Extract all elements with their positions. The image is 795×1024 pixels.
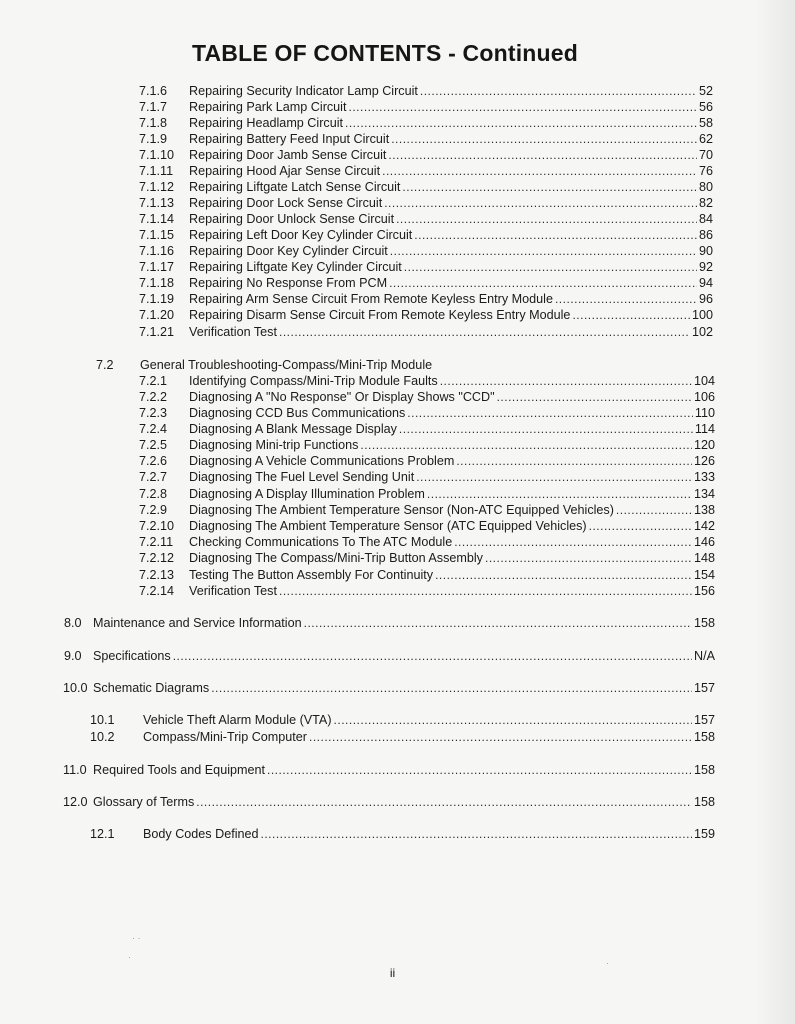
toc-label: Repairing Battery Feed Input Circuit <box>189 132 390 146</box>
toc-number: 7.1.6 <box>139 84 168 98</box>
toc-page: 138 <box>693 503 715 517</box>
scan-speck: · <box>128 952 131 962</box>
toc-entry[interactable] <box>139 486 715 502</box>
toc-page: 146 <box>693 535 715 549</box>
toc-label: Glossary of Terms <box>93 795 195 809</box>
toc-number: 7.1.7 <box>139 100 168 114</box>
toc-label: Verification Test <box>189 325 277 339</box>
toc-entry[interactable] <box>139 147 713 163</box>
toc-page: 76 <box>698 164 713 178</box>
toc-label: Diagnosing A "No Response" Or Display Shows "CCD" <box>189 390 495 404</box>
toc-label: Specifications <box>93 649 171 663</box>
toc-label: Repairing Door Key Cylinder Circuit <box>189 244 388 258</box>
toc-label: Diagnosing The Fuel Level Sending Unit <box>189 470 415 484</box>
toc-entry[interactable] <box>139 291 713 307</box>
toc-label: Diagnosing The Compass/Mini-Trip Button Assembly <box>189 551 483 565</box>
toc-entry[interactable] <box>90 712 715 728</box>
toc-entry[interactable] <box>139 583 715 599</box>
toc-page: 110 <box>694 406 715 420</box>
toc-page: 142 <box>693 519 715 533</box>
toc-number: 7.2.13 <box>139 568 175 582</box>
dot-leader <box>334 712 692 728</box>
toc-number: 7.2.6 <box>139 454 168 468</box>
toc-page: 154 <box>693 568 715 582</box>
toc-entry[interactable] <box>64 615 715 631</box>
toc-entry[interactable] <box>139 259 713 275</box>
toc-entry[interactable] <box>139 324 713 340</box>
toc-number: 7.2.5 <box>139 438 168 452</box>
toc-label: Vehicle Theft Alarm Module (VTA) <box>143 713 332 727</box>
toc-label: Repairing Left Door Key Cylinder Circuit <box>189 228 413 242</box>
toc-label: Diagnosing A Vehicle Communications Problem <box>189 454 455 468</box>
toc-page: 70 <box>698 148 713 162</box>
toc-entry[interactable] <box>63 680 715 696</box>
toc-number: 11.0 <box>63 763 87 777</box>
toc-label: Identifying Compass/Mini-Trip Module Faults <box>189 374 438 388</box>
scan-speck: · <box>606 958 609 968</box>
toc-label: Repairing Headlamp Circuit <box>189 116 343 130</box>
toc-number: 7.1.12 <box>139 180 175 194</box>
toc-label: Maintenance and Service Information <box>93 616 302 630</box>
toc-number: 7.2.2 <box>139 390 168 404</box>
toc-page: 100 <box>691 308 713 322</box>
toc-entry[interactable] <box>139 437 715 453</box>
toc-page: 159 <box>693 827 715 841</box>
dot-leader <box>399 421 693 437</box>
dot-leader <box>616 502 692 518</box>
toc-number: 7.2.11 <box>139 535 174 549</box>
toc-number: 7.2.9 <box>139 503 168 517</box>
dot-leader <box>454 534 692 550</box>
toc-label: Diagnosing A Display Illumination Problem <box>189 487 425 501</box>
toc-page: 157 <box>693 713 715 727</box>
dot-leader <box>173 648 692 664</box>
toc-label: Repairing Security Indicator Lamp Circuit <box>189 84 418 98</box>
toc-number: 7.2.14 <box>139 584 175 598</box>
toc-entry[interactable] <box>139 115 713 131</box>
toc-label: Repairing Disarm Sense Circuit From Remote Keyless Entry Module <box>189 308 571 322</box>
toc-label: Repairing Liftgate Latch Sense Circuit <box>189 180 401 194</box>
toc-entry[interactable] <box>63 762 715 778</box>
toc-label: Checking Communications To The ATC Module <box>189 535 453 549</box>
toc-label: Repairing No Response From PCM <box>189 276 388 290</box>
page-title: TABLE OF CONTENTS - Continued <box>191 40 579 66</box>
toc-number: 7.2 <box>96 358 114 372</box>
toc-label: Repairing Door Jamb Sense Circuit <box>189 148 387 162</box>
toc-number: 7.1.15 <box>139 228 175 242</box>
toc-number: 10.1 <box>90 713 115 727</box>
toc-page: 156 <box>693 584 715 598</box>
toc-page: 157 <box>693 681 715 695</box>
toc-page: 104 <box>693 374 715 388</box>
toc-entry[interactable] <box>90 826 715 842</box>
toc-entry[interactable] <box>139 179 713 195</box>
toc-entry[interactable] <box>139 518 715 534</box>
toc-entry[interactable] <box>63 794 715 810</box>
toc-label: Diagnosing Mini-trip Functions <box>189 438 359 452</box>
toc-entry[interactable] <box>139 405 715 421</box>
toc-page: 90 <box>698 244 713 258</box>
toc-label: Repairing Door Lock Sense Circuit <box>189 196 383 210</box>
toc-section-heading[interactable] <box>96 357 432 373</box>
dot-leader <box>360 437 692 453</box>
toc-label: Required Tools and Equipment <box>93 763 265 777</box>
toc-label: Diagnosing The Ambient Temperature Sensor (Non-ATC Equipped Vehicles) <box>189 503 614 517</box>
toc-label: Repairing Arm Sense Circuit From Remote Keyless Entry Module <box>189 292 553 306</box>
dot-leader <box>572 307 690 323</box>
dot-leader <box>402 179 697 195</box>
toc-entry[interactable] <box>139 211 713 227</box>
dot-leader <box>420 83 697 99</box>
toc-entry[interactable] <box>139 163 713 179</box>
toc-page: 158 <box>693 763 715 777</box>
toc-entry[interactable] <box>139 227 713 243</box>
dot-leader <box>384 195 697 211</box>
toc-label: Compass/Mini-Trip Computer <box>143 730 307 744</box>
toc-number: 10.2 <box>90 730 115 744</box>
toc-label: Testing The Button Assembly For Continuity <box>189 568 434 582</box>
toc-entry[interactable] <box>139 534 715 550</box>
toc-page: 148 <box>693 551 715 565</box>
dot-leader <box>485 550 692 566</box>
dot-leader <box>279 324 690 340</box>
toc-entry[interactable] <box>64 648 715 664</box>
toc-page: 80 <box>698 180 713 194</box>
toc-page: 120 <box>693 438 715 452</box>
toc-entry[interactable] <box>139 421 715 437</box>
toc-entry[interactable] <box>139 453 715 469</box>
toc-page: 126 <box>693 454 715 468</box>
toc-entry[interactable] <box>139 195 713 211</box>
dot-leader <box>391 131 697 147</box>
toc-page: 94 <box>698 276 713 290</box>
dot-leader <box>497 389 692 405</box>
toc-page: 62 <box>698 132 713 146</box>
dot-leader <box>440 373 692 389</box>
toc-number: 7.1.13 <box>139 196 175 210</box>
dot-leader <box>382 163 697 179</box>
toc-number: 7.1.18 <box>139 276 175 290</box>
toc-entry[interactable] <box>139 373 715 389</box>
toc-entry[interactable] <box>90 729 715 745</box>
toc-page: 134 <box>693 487 715 501</box>
toc-label: General Troubleshooting-Compass/Mini-Trip Module <box>140 358 433 372</box>
toc-entry[interactable] <box>139 307 713 323</box>
toc-number: 7.2.4 <box>139 422 168 436</box>
dot-leader <box>390 243 697 259</box>
toc-number: 7.1.21 <box>139 325 175 339</box>
toc-number: 7.2.10 <box>139 519 175 533</box>
toc-number: 7.2.12 <box>139 551 175 565</box>
toc-label: Body Codes Defined <box>143 827 259 841</box>
dot-leader <box>435 567 692 583</box>
page-number: ii <box>389 966 396 980</box>
toc-number: 12.0 <box>63 795 88 809</box>
dot-leader <box>309 729 692 745</box>
toc-page: N/A <box>694 649 715 663</box>
toc-number: 10.0 <box>63 681 88 695</box>
dot-leader <box>348 99 697 115</box>
dot-leader <box>414 227 697 243</box>
toc-entry[interactable] <box>139 275 713 291</box>
toc-page: 56 <box>698 100 713 114</box>
toc-page: 86 <box>698 228 713 242</box>
toc-number: 7.1.17 <box>139 260 175 274</box>
dot-leader <box>261 826 692 842</box>
toc-number: 7.1.9 <box>139 132 168 146</box>
dot-leader <box>407 405 693 421</box>
toc-number: 7.2.3 <box>139 406 168 420</box>
toc-entry[interactable] <box>139 389 715 405</box>
dot-leader <box>388 147 697 163</box>
page-edge-shadow <box>755 0 795 1024</box>
dot-leader <box>427 486 692 502</box>
dot-leader <box>589 518 692 534</box>
toc-page: 114 <box>694 422 715 436</box>
toc-page: 52 <box>698 84 713 98</box>
toc-number: 12.1 <box>90 827 115 841</box>
toc-label: Repairing Park Lamp Circuit <box>189 100 347 114</box>
toc-number: 7.1.14 <box>139 212 175 226</box>
dot-leader <box>456 453 692 469</box>
toc-entry[interactable] <box>139 469 715 485</box>
toc-page: 158 <box>693 795 715 809</box>
toc-entry[interactable] <box>139 550 715 566</box>
dot-leader <box>416 469 692 485</box>
toc-label: Verification Test <box>189 584 277 598</box>
toc-label: Diagnosing A Blank Message Display <box>189 422 397 436</box>
toc-page: 102 <box>691 325 713 339</box>
toc-page: 96 <box>698 292 713 306</box>
toc-page: 58 <box>698 116 713 130</box>
toc-number: 7.1.19 <box>139 292 175 306</box>
toc-page: 92 <box>698 260 713 274</box>
dot-leader <box>396 211 697 227</box>
toc-label: Diagnosing The Ambient Temperature Sensor (ATC Equipped Vehicles) <box>189 519 587 533</box>
dot-leader <box>304 615 692 631</box>
toc-page: 158 <box>693 616 715 630</box>
toc-entry[interactable] <box>139 99 713 115</box>
toc-label: Schematic Diagrams <box>93 681 210 695</box>
toc-number: 7.1.20 <box>139 308 175 322</box>
toc-number: 7.2.7 <box>139 470 168 484</box>
toc-entry[interactable] <box>139 567 715 583</box>
dot-leader <box>211 680 692 696</box>
toc-number: 7.2.1 <box>139 374 168 388</box>
scan-speck: · · <box>132 933 141 943</box>
toc-number: 7.2.8 <box>139 487 168 501</box>
toc-number: 7.1.10 <box>139 148 175 162</box>
dot-leader <box>404 259 697 275</box>
toc-page: 82 <box>698 196 713 210</box>
toc-page: 106 <box>693 390 715 404</box>
toc-page: 133 <box>693 470 715 484</box>
toc-page: 158 <box>693 730 715 744</box>
dot-leader <box>389 275 697 291</box>
toc-number: 9.0 <box>64 649 82 663</box>
toc-page: 84 <box>698 212 713 226</box>
toc-entry[interactable] <box>139 243 713 259</box>
toc-label: Diagnosing CCD Bus Communications <box>189 406 406 420</box>
toc-number: 8.0 <box>64 616 82 630</box>
toc-number: 7.1.11 <box>139 164 174 178</box>
toc-label: Repairing Door Unlock Sense Circuit <box>189 212 395 226</box>
toc-entry[interactable] <box>139 83 713 99</box>
toc-number: 7.1.8 <box>139 116 168 130</box>
dot-leader <box>555 291 697 307</box>
toc-number: 7.1.16 <box>139 244 175 258</box>
toc-label: Repairing Hood Ajar Sense Circuit <box>189 164 381 178</box>
dot-leader <box>345 115 697 131</box>
dot-leader <box>196 794 692 810</box>
toc-entry[interactable] <box>139 502 715 518</box>
dot-leader <box>279 583 692 599</box>
toc-label: Repairing Liftgate Key Cylinder Circuit <box>189 260 402 274</box>
toc-entry[interactable] <box>139 131 713 147</box>
dot-leader <box>267 762 692 778</box>
